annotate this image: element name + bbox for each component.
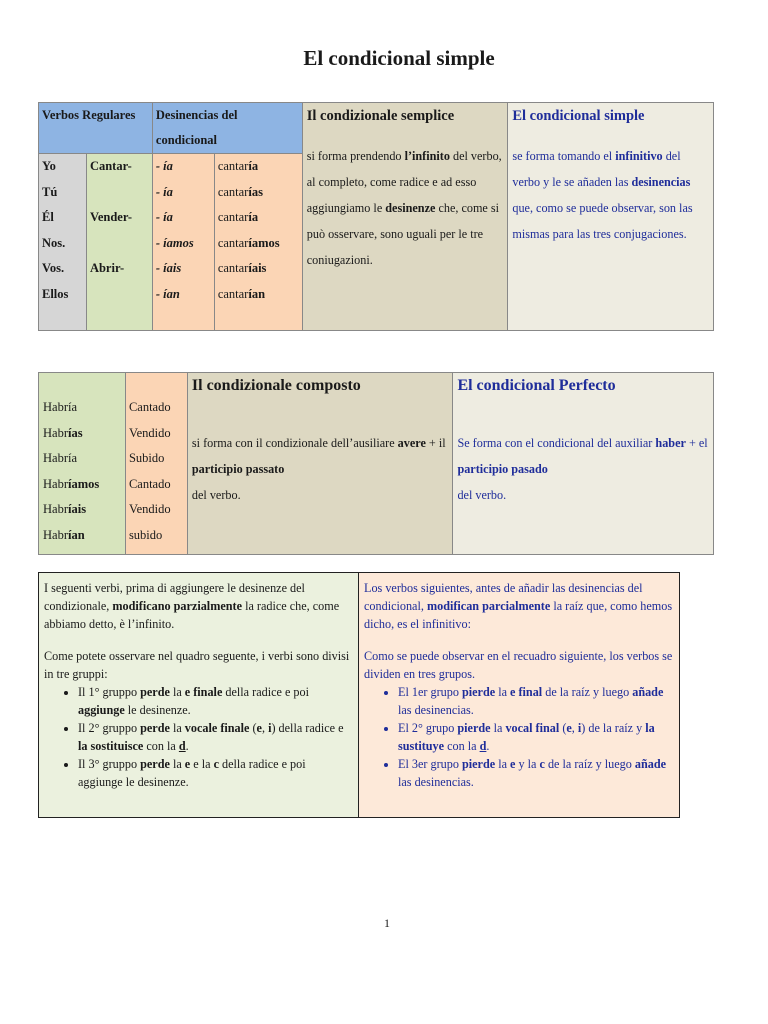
header-desinencias: Desinencias del condicional (152, 103, 302, 154)
conditional-simple-table (38, 102, 714, 331)
list-item: • El 2° grupo pierde la vocal final (e, i) de la raíz y la sustituye con la d. (398, 719, 674, 755)
list-item: • Il 2° gruppo perde la vocale finale (e, i) della radice e la sostituisce con la d. (78, 719, 353, 755)
page-number: 1 (384, 916, 390, 930)
it-group-list (44, 683, 353, 791)
es-compound-cell (453, 373, 714, 555)
ending-column: - ía - ía - ía - íamos - íais - ían (152, 154, 214, 331)
list-item: • El 1er grupo pierde la e final de la raíz y luego añade las desinencias. (398, 683, 674, 719)
es-group-list (364, 683, 674, 791)
conditional-perfect-table (38, 372, 714, 555)
es-paragraph-2: Como se puede observar en el recuadro siguiente, los verbos se dividen en tres grupos. (364, 649, 673, 681)
es-compound-text: Se forma con el condicional del auxiliar haber + el participio pasado del verbo. (457, 436, 708, 502)
it-compound-text: si forma con il condizionale dell’ausiliare avere + il participio passato del verbo. (191, 436, 446, 502)
pronoun-column: Yo Tú Él Nos. Vos. Ellos (39, 154, 87, 331)
it-paragraph-1: I seguenti verbi, prima di aggiungere le desinenze del condizionale, modificano parzialmente la radice che, come abbiamo detto, è l’infinito. (44, 581, 340, 631)
it-compound-title: Il condizionale composto (191, 377, 361, 394)
it-compound-cell (187, 373, 453, 555)
italian-explanation-box (38, 572, 359, 818)
verb-column: Cantar- Vender- Abrir- (86, 154, 152, 331)
es-paragraph-1: Los verbos siguientes, antes de añadir las desinencias del condicional, modifican parcialmente la raíz que, como hemos dicho, es el infinitivo: (364, 581, 673, 631)
it-paragraph-2: Come potete osservare nel quadro seguente, i verbi sono divisi in tre gruppi: (44, 649, 350, 681)
page-title: El condicional simple (303, 46, 495, 70)
list-item: • El 3er grupo pierde la e y la c de la raíz y luego añade las desinencias. (398, 755, 674, 791)
list-item: • Il 1° gruppo perde la e finale della radice e poi aggiunge le desinenze. (78, 683, 353, 719)
it-simple-title: Il condizionale semplice (306, 108, 455, 124)
it-simple-text: si forma prendendo l’infinito del verbo, al completo, come radice e ad esso aggiungiamo le desinenze che, come si può osservare, sono uguali per le tre coniugazioni. (306, 149, 502, 267)
it-simple-cell (302, 103, 508, 331)
conjugation-column: cantaría cantarías cantaría cantaríamos cantaríais cantarían (214, 154, 302, 331)
es-simple-text: se forma tomando el infinitivo del verbo y le se añaden las desinencias que, como se puede observar, son las mismas para las tres conjugaciones. (512, 149, 693, 241)
es-simple-cell (508, 103, 714, 331)
spanish-explanation-box (358, 572, 680, 818)
participle-column: Cantado Vendido Subido Cantado Vendido subido (125, 373, 187, 555)
auxiliary-column: Habría Habrías Habría Habríamos Habríais Habrían (39, 373, 126, 555)
es-simple-title: El condicional simple (512, 108, 645, 124)
list-item: • Il 3° gruppo perde la e e la c della radice e poi aggiunge le desinenze. (78, 755, 353, 791)
header-verbos-regulares: Verbos Regulares (39, 103, 153, 154)
es-compound-title: El condicional Perfecto (457, 377, 616, 394)
